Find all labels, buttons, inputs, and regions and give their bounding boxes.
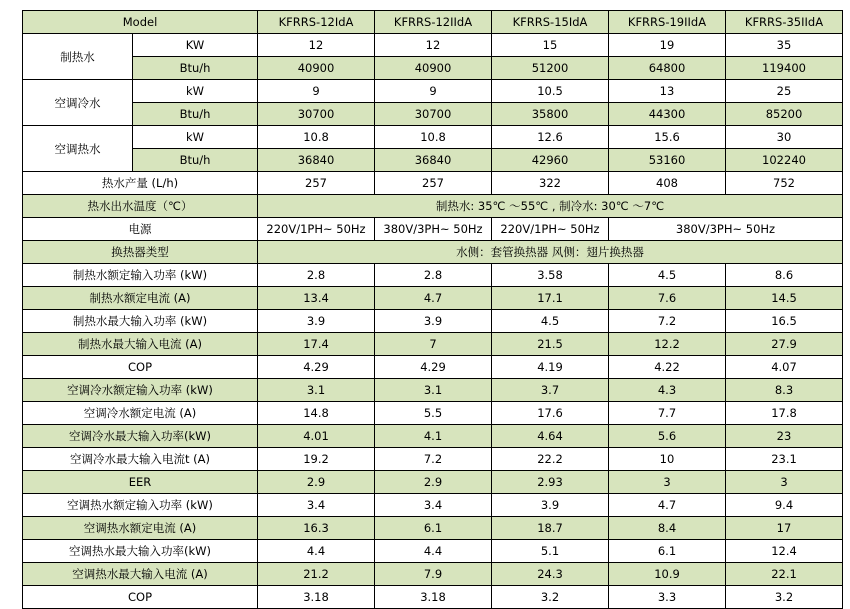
- value-cell: 7.9: [375, 563, 492, 586]
- row-label: EER: [23, 471, 258, 494]
- capacity-row: [23, 149, 843, 172]
- value-cell: 4.7: [375, 287, 492, 310]
- model-label: Model: [23, 11, 258, 34]
- value-cell: 42960: [492, 149, 609, 172]
- value-cell: 23.1: [726, 448, 843, 471]
- value-cell: 102240: [726, 149, 843, 172]
- hot-water-output-row: [23, 172, 843, 195]
- value-cell: 16.3: [258, 517, 375, 540]
- value-cell: 16.5: [726, 310, 843, 333]
- unit-label: kW: [133, 80, 258, 103]
- value-cell: 3.3: [609, 586, 726, 609]
- value-cell: 7.2: [375, 448, 492, 471]
- value-cell: 220V/1PH~ 50Hz: [492, 218, 609, 241]
- value-cell: 3.9: [258, 310, 375, 333]
- capacity-row: [23, 126, 843, 149]
- value-cell: 5.6: [609, 425, 726, 448]
- capacity-row: [23, 80, 843, 103]
- spec-row: [23, 402, 843, 425]
- model-name: KFRRS-12IdA: [258, 11, 375, 34]
- value-cell: 3.2: [492, 586, 609, 609]
- value-cell: 257: [258, 172, 375, 195]
- value-cell: 3.4: [375, 494, 492, 517]
- value-cell: 21.5: [492, 333, 609, 356]
- value-cell: 14.8: [258, 402, 375, 425]
- value-cell: 4.07: [726, 356, 843, 379]
- value-cell: 17.1: [492, 287, 609, 310]
- value-cell: 25: [726, 80, 843, 103]
- value-cell: 15: [492, 34, 609, 57]
- value-cell: 7.7: [609, 402, 726, 425]
- value-cell: 3.58: [492, 264, 609, 287]
- spec-row: [23, 356, 843, 379]
- value-cell: 30700: [375, 103, 492, 126]
- value-cell: 3.2: [726, 586, 843, 609]
- value-cell: 3.7: [492, 379, 609, 402]
- unit-label: kW: [133, 126, 258, 149]
- value-cell: 10.8: [375, 126, 492, 149]
- value-cell: 13.4: [258, 287, 375, 310]
- value-cell: 119400: [726, 57, 843, 80]
- value-cell: 12.6: [492, 126, 609, 149]
- value-cell: 35: [726, 34, 843, 57]
- value-cell: 21.2: [258, 563, 375, 586]
- value-cell: 4.5: [492, 310, 609, 333]
- value-cell: 22.1: [726, 563, 843, 586]
- value-cell: 3.9: [492, 494, 609, 517]
- heat-exchanger-row: [23, 241, 843, 264]
- spec-row: [23, 379, 843, 402]
- value-cell: 220V/1PH~ 50Hz: [258, 218, 375, 241]
- value-cell: 3.1: [258, 379, 375, 402]
- unit-label: KW: [133, 34, 258, 57]
- value-cell: 44300: [609, 103, 726, 126]
- value-cell: 8.4: [609, 517, 726, 540]
- row-label: 电源: [23, 218, 258, 241]
- value-cell: 2.8: [375, 264, 492, 287]
- unit-label: Btu/h: [133, 57, 258, 80]
- value-cell: 13: [609, 80, 726, 103]
- value-cell: 380V/3PH~ 50Hz: [375, 218, 492, 241]
- row-label: 制热水最大输入电流 (A): [23, 333, 258, 356]
- value-cell: 257: [375, 172, 492, 195]
- row-label: 空调冷水额定输入功率 (kW): [23, 379, 258, 402]
- value-cell: 85200: [726, 103, 843, 126]
- value-cell: 4.22: [609, 356, 726, 379]
- value-cell: 30: [726, 126, 843, 149]
- spec-row: [23, 425, 843, 448]
- row-label: 空调热水额定输入功率 (kW): [23, 494, 258, 517]
- capacity-row: [23, 103, 843, 126]
- spec-row: [23, 448, 843, 471]
- row-label: COP: [23, 356, 258, 379]
- value-cell: 17.8: [726, 402, 843, 425]
- value-cell: 2.8: [258, 264, 375, 287]
- value-cell: 17: [726, 517, 843, 540]
- value-cell: 4.4: [375, 540, 492, 563]
- spec-row: [23, 563, 843, 586]
- value-cell: 18.7: [492, 517, 609, 540]
- model-name: KFRRS-12IIdA: [375, 11, 492, 34]
- value-cell: 2.93: [492, 471, 609, 494]
- row-label: 制热水最大输入功率 (kW): [23, 310, 258, 333]
- value-cell: 64800: [609, 57, 726, 80]
- merged-value-cell: 水侧：套管换热器 风侧：翅片换热器: [258, 241, 843, 264]
- value-cell: 4.3: [609, 379, 726, 402]
- value-cell: 8.6: [726, 264, 843, 287]
- group-label: 空调冷水: [23, 80, 133, 126]
- value-cell: 27.9: [726, 333, 843, 356]
- row-label: 制热水额定输入功率 (kW): [23, 264, 258, 287]
- row-label: 换热器类型: [23, 241, 258, 264]
- spec-table: [22, 10, 843, 609]
- value-cell: 4.7: [609, 494, 726, 517]
- group-label: 空调热水: [23, 126, 133, 172]
- value-cell: 10.8: [258, 126, 375, 149]
- value-cell: 6.1: [609, 540, 726, 563]
- merged-value-cell: 制热水: 35℃ ～55℃ , 制冷水: 30℃ ～7℃: [258, 195, 843, 218]
- value-cell: 3.18: [375, 586, 492, 609]
- row-label: 制热水额定电流 (A): [23, 287, 258, 310]
- spec-row: [23, 310, 843, 333]
- unit-label: Btu/h: [133, 103, 258, 126]
- row-label: 空调冷水最大输入功率(kW): [23, 425, 258, 448]
- value-cell: 2.9: [375, 471, 492, 494]
- value-cell: 10.9: [609, 563, 726, 586]
- value-cell: 9: [258, 80, 375, 103]
- value-cell: 19.2: [258, 448, 375, 471]
- value-cell: 17.4: [258, 333, 375, 356]
- value-cell: 12.4: [726, 540, 843, 563]
- row-label: 空调热水最大输入功率(kW): [23, 540, 258, 563]
- spec-row: [23, 540, 843, 563]
- value-cell: 30700: [258, 103, 375, 126]
- value-cell: 7.6: [609, 287, 726, 310]
- outlet-temp-row: [23, 195, 843, 218]
- spec-row: [23, 471, 843, 494]
- model-name: KFRRS-15IdA: [492, 11, 609, 34]
- spec-row: [23, 287, 843, 310]
- value-cell: 4.19: [492, 356, 609, 379]
- value-cell: 408: [609, 172, 726, 195]
- value-cell: 3.4: [258, 494, 375, 517]
- capacity-row: [23, 57, 843, 80]
- model-name: KFRRS-19IIdA: [609, 11, 726, 34]
- row-label: 空调热水最大输入电流 (A): [23, 563, 258, 586]
- value-cell: 4.1: [375, 425, 492, 448]
- value-cell: 53160: [609, 149, 726, 172]
- spec-row: [23, 586, 843, 609]
- value-cell: 35800: [492, 103, 609, 126]
- value-cell: 17.6: [492, 402, 609, 425]
- value-cell: 9: [375, 80, 492, 103]
- value-cell: 14.5: [726, 287, 843, 310]
- row-label: COP: [23, 586, 258, 609]
- value-cell: 23: [726, 425, 843, 448]
- value-cell: 12: [375, 34, 492, 57]
- spec-row: [23, 333, 843, 356]
- capacity-row: [23, 34, 843, 57]
- value-cell: 6.1: [375, 517, 492, 540]
- unit-label: Btu/h: [133, 149, 258, 172]
- value-cell: 4.5: [609, 264, 726, 287]
- value-cell: 752: [726, 172, 843, 195]
- row-label: 热水出水温度（℃）: [23, 195, 258, 218]
- spec-row: [23, 264, 843, 287]
- value-cell: 3.1: [375, 379, 492, 402]
- value-cell: 19: [609, 34, 726, 57]
- value-cell: 3.18: [258, 586, 375, 609]
- value-cell: 4.4: [258, 540, 375, 563]
- value-cell: 3.9: [375, 310, 492, 333]
- spec-row: [23, 517, 843, 540]
- spec-row: [23, 494, 843, 517]
- value-cell: 8.3: [726, 379, 843, 402]
- value-cell: 3: [726, 471, 843, 494]
- value-cell: 7.2: [609, 310, 726, 333]
- value-cell: 4.64: [492, 425, 609, 448]
- merged-value-cell: 380V/3PH~ 50Hz: [609, 218, 843, 241]
- value-cell: 4.01: [258, 425, 375, 448]
- value-cell: 36840: [375, 149, 492, 172]
- value-cell: 12: [258, 34, 375, 57]
- header-row: [23, 11, 843, 34]
- value-cell: 24.3: [492, 563, 609, 586]
- value-cell: 9.4: [726, 494, 843, 517]
- value-cell: 2.9: [258, 471, 375, 494]
- row-label: 热水产量 (L/h): [23, 172, 258, 195]
- value-cell: 4.29: [258, 356, 375, 379]
- value-cell: 51200: [492, 57, 609, 80]
- model-name: KFRRS-35IIdA: [726, 11, 843, 34]
- row-label: 空调冷水额定电流 (A): [23, 402, 258, 425]
- value-cell: 40900: [258, 57, 375, 80]
- group-label: 制热水: [23, 34, 133, 80]
- value-cell: 7: [375, 333, 492, 356]
- value-cell: 10: [609, 448, 726, 471]
- value-cell: 3: [609, 471, 726, 494]
- value-cell: 36840: [258, 149, 375, 172]
- value-cell: 4.29: [375, 356, 492, 379]
- value-cell: 5.1: [492, 540, 609, 563]
- value-cell: 15.6: [609, 126, 726, 149]
- value-cell: 22.2: [492, 448, 609, 471]
- value-cell: 322: [492, 172, 609, 195]
- row-label: 空调热水额定电流 (A): [23, 517, 258, 540]
- value-cell: 10.5: [492, 80, 609, 103]
- power-row: [23, 218, 843, 241]
- value-cell: 5.5: [375, 402, 492, 425]
- value-cell: 40900: [375, 57, 492, 80]
- row-label: 空调冷水最大输入电流t (A): [23, 448, 258, 471]
- value-cell: 12.2: [609, 333, 726, 356]
